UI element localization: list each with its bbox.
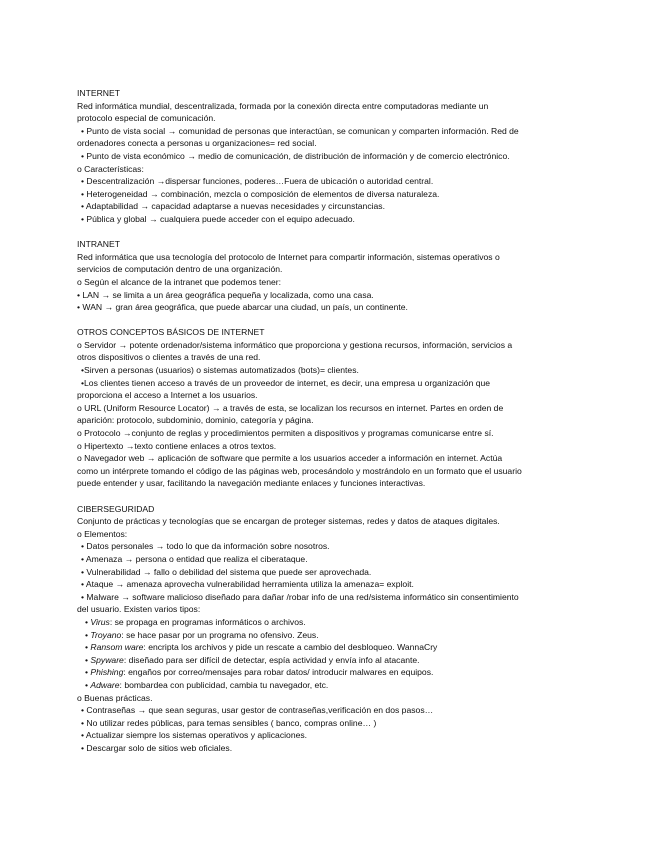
text-line: •Sirven a personas (usuarios) o sistemas automatizados (bots)= clientes. xyxy=(81,365,359,376)
section-2 xyxy=(77,326,602,490)
text-line: o Buenas prácticas. xyxy=(77,692,153,703)
malware-type-term: Troyano xyxy=(90,629,122,640)
text-line: • Contraseñas → que sean seguras, usar gestor de contraseñas,verificación en dos pasos… xyxy=(81,705,434,716)
text-line: como un intérprete tomando el código de las páginas web, procesándolo y mostrándolo en un formato que el usuario xyxy=(77,465,522,476)
text-line: Red informática mundial, descentralizada, formada por la conexión directa entre computadoras mediante un xyxy=(77,100,489,111)
text-line: o URL (Uniform Resource Locator) → a través de esta, se localizan los recursos en internet. Partes en orden de xyxy=(77,402,504,413)
text-line: • Ransom ware: encripta los archivos y pide un rescate a cambio del desbloqueo. WannaCry xyxy=(85,642,438,653)
text-line: • Punto de vista social → comunidad de personas que interactúan, se comunican y comparten información. Red de xyxy=(81,125,519,136)
malware-type-description: : diseñado para ser difícil de detectar, espía actividad y envía info al atacante. xyxy=(123,654,420,665)
malware-type-term: Adware xyxy=(90,679,120,690)
text-line: • Punto de vista económico → medio de comunicación, de distribución de información y de comercio electrónico. xyxy=(81,150,510,161)
text-line: • Phishing: engaños por correo/mensajes para robar datos/ introducir malwares en equipos. xyxy=(85,667,434,678)
text-line: • Actualizar siempre los sistemas operativos y aplicaciones. xyxy=(81,730,308,741)
text-line: otros dispositivos o clientes a través de una red. xyxy=(77,352,261,363)
section-0 xyxy=(77,87,602,226)
malware-type-description: : bombardea con publicidad, cambia tu navegador, etc. xyxy=(119,679,329,690)
malware-type-term: Virus xyxy=(90,616,110,627)
text-line: • Amenaza → persona o entidad que realiza el ciberataque. xyxy=(81,553,308,564)
malware-type-description: : encripta los archivos y pide un rescate a cambio del desbloqueo. WannaCry xyxy=(143,642,438,653)
malware-type-description: : engaños por correo/mensajes para robar datos/ introducir malwares en equipos. xyxy=(123,667,434,678)
section-heading: INTRANET xyxy=(77,239,120,250)
text-line: • Heterogeneidad → combinación, mezcla o composición de elementos de diversa naturaleza. xyxy=(81,188,440,199)
text-line: Red informática que usa tecnología del protocolo de Internet para compartir información, sistemas operativos o xyxy=(77,251,500,262)
section-gap xyxy=(77,226,602,239)
section-1 xyxy=(77,238,602,314)
text-line: • Pública y global → cualquiera puede acceder con el equipo adecuado. xyxy=(81,213,355,224)
section-heading: INTERNET xyxy=(77,88,120,98)
text-line: • Descargar solo de sitios web oficiales. xyxy=(81,742,233,753)
document-body xyxy=(77,87,602,754)
text-line: ordenadores conecta a personas u organizaciones= red social. xyxy=(77,138,317,149)
text-line: • No utilizar redes públicas, para temas sensibles ( banco, compras online… ) xyxy=(81,717,377,728)
text-line: •Los clientes tienen acceso a través de un proveedor de internet, es decir, una empresa u organización que xyxy=(81,377,491,388)
text-line: o Hipertexto →texto contiene enlaces a otros textos. xyxy=(77,440,277,451)
text-line: • Vulnerabilidad → fallo o debilidad del sistema que puede ser aprovechada. xyxy=(81,566,372,577)
text-line: • Adaptabilidad → capacidad adaptarse a nuevas necesidades y circunstancias. xyxy=(81,201,385,212)
text-line: o Servidor → potente ordenador/sistema informático que proporciona y gestiona recursos, información, servicios a xyxy=(77,339,513,350)
text-line: • Datos personales → todo lo que da información sobre nosotros. xyxy=(81,541,330,552)
section-gap xyxy=(77,314,602,327)
text-line: • Virus: se propaga en programas informáticos o archivos. xyxy=(85,616,306,627)
text-line: • Spyware: diseñado para ser difícil de detectar, espía actividad y envía info al atacante. xyxy=(85,654,420,665)
text-line: protocolo especial de comunicación. xyxy=(77,113,216,124)
malware-type-term: Spyware xyxy=(90,654,124,665)
section-heading: CIBERSEGURIDAD xyxy=(77,503,155,514)
text-line: o Navegador web → aplicación de software que permite a los usuarios acceder a información en internet. Actúa xyxy=(77,453,503,464)
section-heading: OTROS CONCEPTOS BÁSICOS DE INTERNET xyxy=(77,327,265,338)
text-line: • Malware → software malicioso diseñado para dañar /robar info de una red/sistema informático sin consentimiento xyxy=(81,591,519,602)
text-line: • Descentralización →dispersar funciones, poderes…Fuera de ubicación o autoridad central. xyxy=(81,176,434,187)
section-gap xyxy=(77,490,602,503)
section-3 xyxy=(77,503,602,755)
text-line: • WAN → gran área geográfica, que puede abarcar una ciudad, un país, un continente. xyxy=(77,302,408,313)
malware-type-term: Ransom ware xyxy=(90,642,144,653)
text-line: • LAN → se limita a un área geográfica pequeña y localizada, como una casa. xyxy=(77,289,374,300)
text-line: • Ataque → amenaza aprovecha vulnerabilidad herramienta utiliza la amenaza= exploit. xyxy=(81,579,414,590)
text-line: puede entender y usar, facilitando la navegación mediante enlaces y funciones interactivas. xyxy=(77,478,426,489)
text-line: servicios de computación dentro de una organización. xyxy=(77,264,283,275)
text-line: o Protocolo →conjunto de reglas y procedimientos permiten a dispositivos y programas comunicarse entre sí. xyxy=(77,428,494,439)
malware-type-description: : se hace pasar por un programa no ofensivo. Zeus. xyxy=(121,629,319,640)
text-line: del usuario. Existen varios tipos: xyxy=(77,604,201,615)
text-line: Conjunto de prácticas y tecnologías que se encargan de proteger sistemas, redes y datos de ataques digitales. xyxy=(77,516,500,527)
malware-type-description: : se propaga en programas informáticos o archivos. xyxy=(109,616,306,627)
text-line: proporciona el acceso a Internet a los usuarios. xyxy=(77,390,258,401)
text-line: aparición: protocolo, subdominio, dominio, categoría y página. xyxy=(77,415,314,426)
text-line: o Elementos: xyxy=(77,528,128,539)
text-line: • Adware: bombardea con publicidad, cambia tu navegador, etc. xyxy=(85,679,329,690)
text-line: o Características: xyxy=(77,163,144,174)
malware-type-term: Phishing xyxy=(90,667,124,678)
text-line: • Troyano: se hace pasar por un programa no ofensivo. Zeus. xyxy=(85,629,319,640)
text-line: o Según el alcance de la intranet que podemos tener: xyxy=(77,276,282,287)
